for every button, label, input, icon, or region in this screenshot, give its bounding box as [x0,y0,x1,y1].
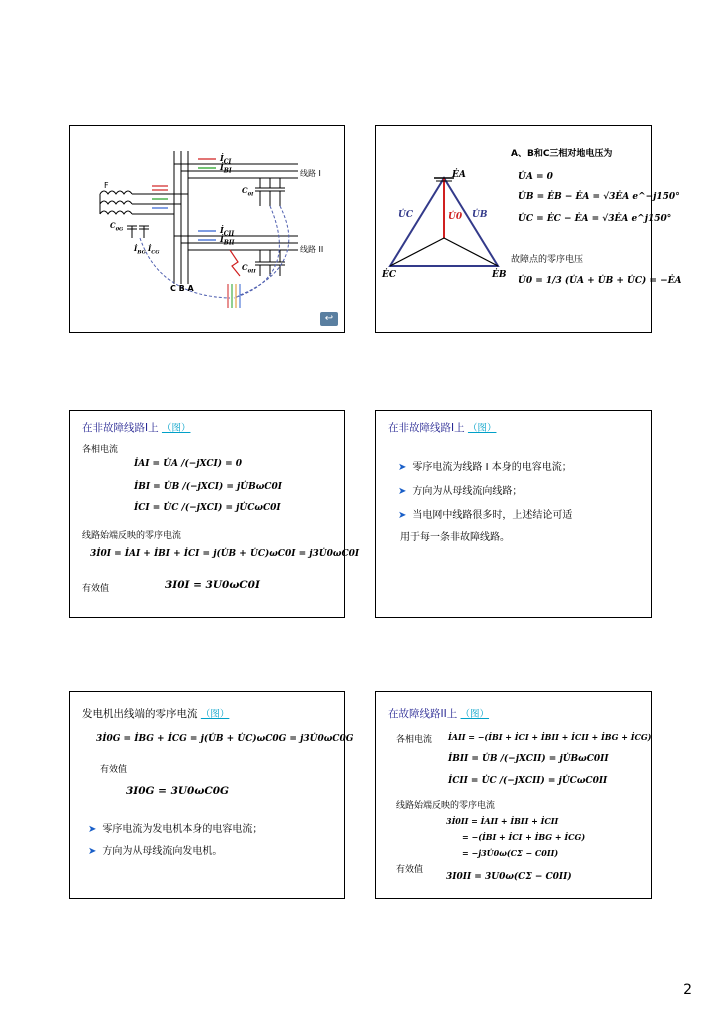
label-ic2: $İ_{CII}$ [220,225,235,238]
figure-link[interactable]: （图） [460,709,490,720]
eq-iai: İAI = U̇A /(−jXCI) = 0 [134,459,243,469]
slide3-title: 在非故障线路I上 （图） [82,422,191,434]
voltage-heading: A、B和C三相对地电压为 [511,149,613,159]
label-f: F [104,181,109,190]
zero-current-label: 线路始端反映的零序电流 [82,531,182,541]
figure-link[interactable]: （图） [467,423,497,434]
page-number: 2 [683,982,692,998]
bullet-item: ➤ 当电网中线路很多时，上述结论可适 [398,510,573,521]
figure-link[interactable]: （图） [200,709,230,720]
label-ec: ĖC [382,270,397,280]
arrow-bullet-icon: ➤ [88,846,97,857]
figure-link[interactable]: （图） [161,423,191,434]
bullet-item: ➤ 零序电流为发电机本身的电容电流； [88,824,263,835]
label-ub: U̇B [472,210,488,220]
label-ib1: $İ_{BI}$ [220,162,232,175]
slide-phasor-diagram [375,125,682,333]
slide-nonfault-line-conclusions [375,410,652,618]
label-c0ii: $C_{0II}$ [242,263,256,275]
arrow-bullet-icon: ➤ [398,462,407,473]
zero-current-label: 线路始端反映的零序电流 [396,801,496,811]
label-c0g: $C_{0G}$ [110,221,124,233]
rms-label: 有效值 [100,765,128,775]
bullet-item: ➤ 零序电流为线路 I 本身的电容电流； [398,462,572,473]
label-eb: ĖB [492,270,507,280]
label-line2: 线路 II [300,245,324,254]
label-ibg: $İ_{BG}$ [134,244,146,256]
eq-u0: U̇0 = 1/3 (U̇A + U̇B + U̇C) = −ĖA [518,276,682,286]
label-line1: 线路 I [300,169,321,178]
rms-label: 有效值 [396,865,424,875]
slide-generator-zero-current [69,691,354,899]
eq-3i0ii: 3İ0II = İAII + İBII + İCII [446,816,559,826]
slide5-title: 发电机出线端的零序电流 （图） [82,708,230,720]
bullet-continuation: 用于每一条非故障线路。 [400,532,510,543]
eq-ici: İCI = U̇C /(−jXCI) = jU̇CωC0I [134,503,281,513]
eq-ua: U̇A = 0 [518,172,553,182]
slide-fault-line-equations [375,691,652,899]
slide6-title: 在故障线路II上 （图） [388,708,490,720]
rms-label: 有效值 [82,584,110,594]
slide-nonfault-line-equations [69,410,360,618]
eq-3i0g: 3İ0G = İBG + İCG = j(U̇B + U̇C)ωC0G = j3U̇0ωC0G [96,734,354,744]
eq-3i0ii-result: = −j3U̇0ω(CΣ − C0II) [462,848,559,858]
eq-3i0i: 3İ0I = İAI + İBI + İCI = j(U̇B + U̇C)ωC0I = j3U̇0ωC0I [90,549,360,559]
label-c0i: $C_{0I}$ [242,186,254,198]
label-ic1: $İ_{CI}$ [220,153,232,166]
arrow-bullet-icon: ➤ [398,510,407,521]
eq-rms-g: 3I0G = 3U0ωC0G [126,785,229,797]
label-icg: $İ_{CG}$ [148,244,160,256]
bullet-item: ➤ 方向为从母线流向发电机。 [88,846,223,857]
label-ib2: $İ_{BII}$ [220,234,235,247]
phase-currents-label: 各相电流 [82,445,119,455]
eq-icii: İCII = U̇C /(−jXCII) = jU̇CωC0II [448,776,608,786]
slide-circuit-diagram [69,125,345,333]
eq-ibi: İBI = U̇B /(−jXCI) = jU̇BωC0I [134,482,282,492]
arrow-bullet-icon: ➤ [88,824,97,835]
label-uc: U̇C [398,210,414,220]
eq-3i0ii-expand: = −(İBI + İCI + İBG + İCG) [462,832,586,842]
slide4-title: 在非故障线路I上 （图） [388,422,497,434]
label-u0: U̇0 [448,212,463,222]
eq-rms: 3I0I = 3U0ωC0I [165,579,260,591]
eq-uc: U̇C = ĖC − ĖA = √3ĖA e^j150° [518,214,672,224]
eq-ub: U̇B = ĖB − ĖA = √3ĖA e^−j150° [518,192,680,202]
bullet-item: ➤ 方向为从母线流向线路； [398,486,523,497]
label-ea: ĖA [452,170,466,180]
eq-rms-ii: 3I0II = 3U0ω(CΣ − C0II) [446,872,572,882]
phase-currents-label: 各相电流 [396,735,433,745]
return-nav-button[interactable]: ↩ [320,312,338,326]
arrow-bullet-icon: ➤ [398,486,407,497]
eq-iaii: İAII = −(İBI + İCI + İBII + İCII + İBG + İCG) [448,732,652,742]
zero-voltage-label: 故障点的零序电压 [511,255,584,265]
eq-ibii: İBII = U̇B /(−jXCII) = jU̇BωC0II [448,754,609,764]
label-phases: C B A [170,284,194,293]
